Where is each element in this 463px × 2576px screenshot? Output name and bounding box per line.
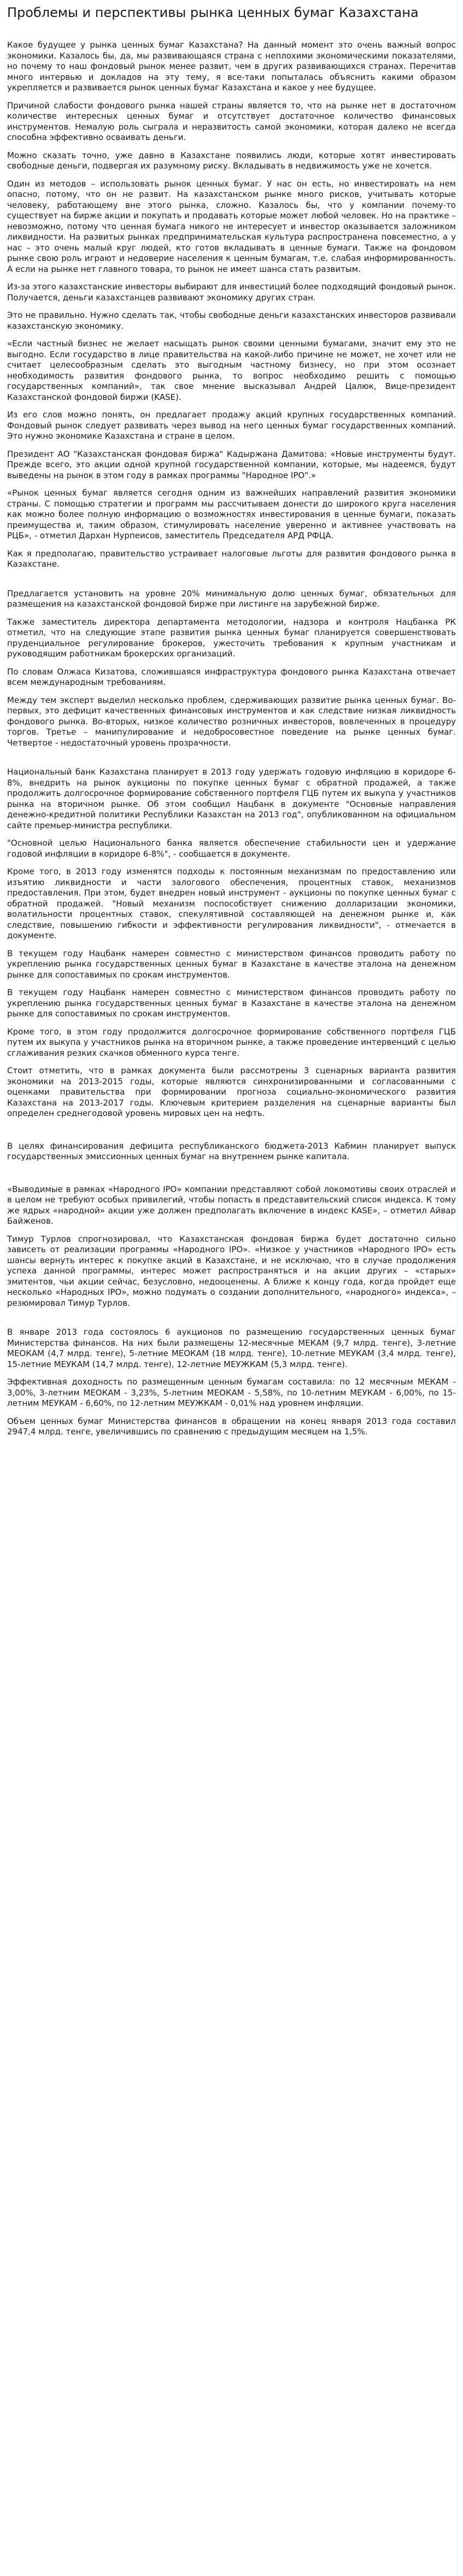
article-paragraph: Предлагается установить на уровне 20% минимальную долю ценных бумаг, обязательных для размещения на казахстанской фондовой бирже при листинге на зарубежной бирже. — [7, 588, 456, 609]
article-paragraph: «Рынок ценных бумаг является сегодня одним из важнейших направлений развития экономики страны. С помощью стратегии и программ мы рассчитываем донести до широкого круга населения как можно более полную информацию о возможностях инвестирования в ценные бумаги, показать преимущества и, таким образом, стимулировать население уверенно и активнее участвовать на РЦБ», - отметил Дархан Нурпеисов, заместитель Председателя АРД РФЦА. — [7, 488, 456, 541]
article-paragraph: "Основной целью Национального банка является обеспечение стабильности цен и удержание годовой инфляции в коридоре 6-8%", - сообщается в документе. — [7, 838, 456, 859]
article-paragraph: Кроме того, в 2013 году изменятся подходы к постоянным механизмам по предоставлению или изъятию ликвидности и части залогового обеспечения, процентных ставок, механизмов предоставления. При этом, будет внедрен новый инструмент - аукционы по покупке ценных бумаг с обратной продажей. "Новый механизм поспособствует снижению долларизации экономики, волатильности процентных ставок, спекулятивной составляющей на денежном рынке и, как следствие, повышению гибкости и эффективности регулирования ликвидности", - отмечается в документе. — [7, 867, 456, 941]
article-paragraph: «Выводимые в рамках «Народного IPO» компании представляют собой локомотивы своих отраслей и в целом не требуют особых привилегий, чтобы попасть в представительский список индекса. К тому же ядрых «народной» акции уже должен предполагать включение в индекс KASE», – отметил Айвар Байженов. — [7, 1184, 456, 1226]
article-paragraph: Между тем эксперт выделил несколько проблем, сдерживающих развитие рынка ценных бумаг. Во-первых, это дефицит качественных финансовых инструментов и как следствие низкая ликвидность фондового рынка. Во-вторых, низкое количество розничных инвесторов, вовлеченных в процедуру торгов. Третье – манипулирование и недобросовестное поведение на рынке ценных бумаг. Четвертое - недостаточный уровень прозрачности. — [7, 695, 456, 748]
article-paragraph: В целях финансирования дефицита республиканского бюджета-2013 Кабмин планирует выпуск государственных эмиссионных ценных бумаг на внутреннем рынке капитала. — [7, 1141, 456, 1162]
article-paragraph: «Если частный бизнес не желает насыщать рынок своими ценными бумагами, значит ему это не выгодно. Если государство в лице правительства на какой-либо причине не может, не хочет или не считает целесообразным сделать это выгодным частному бизнесу, но при этом осознает необходимость развития фондового рынка, то вопрос необходимо решить с помощью государственных компаний», так свое мнение высказывал Андрей Цалюк, Вице-президент Казахстанской фондовой биржи (KASE). — [7, 339, 456, 402]
article-paragraph: Это не правильно. Нужно сделать так, чтобы свободные деньги казахстанских инвесторов развивали казахстанскую экономику. — [7, 310, 456, 331]
article-paragraph: Тимур Турлов спрогнозировал, что Казахстанская фондовая биржа будет достаточно сильно зависеть от реализации программы «Народного IPO». «Низкое у участников «Народного IPO» есть шансы вернуть интерес к покупке акций в Казахстане, и не исключаю, что в случае продолжения успеха данной программы, интерес может распространяться и на акции других – «старых» эмитентов, чьи акции сейчас, безусловно, недооценены. А ближе к концу года, когда пройдет еще несколько «Народных IPO», можно подумать о создании дополнительного, «народного» индекса», – резюмировал Тимур Турлов. — [7, 1234, 456, 1308]
article-paragraph: В январе 2013 года состоялось 6 аукционов по размещению государственных ценных бумаг Министерства финансов. На них были размещены 12-месячные МЕКАМ (9,7 млрд. тенге), 3-летние МЕОКАМ (4,7 млрд. тенге), 5-летние МЕОКАМ (18 млрд. тенге), 10-летние МЕУКАМ (3,4 млрд. тенге), 15-летние МЕУКАМ (14,7 млрд. тенге), 12-летние МЕУЖКАМ (5,3 млрд. тенге). — [7, 1327, 456, 1369]
article-paragraph: Как я предполагаю, правительство устраивает налоговые льготы для развития фондового рынка в Казахстане. — [7, 548, 456, 569]
article-paragraph: По словам Олжаса Кизатова, сложившаяся инфраструктура фондового рынка Казахстана отвечает всем международным требованиям. — [7, 666, 456, 688]
article-paragraph: Один из методов – использовать рынок ценных бумаг. У нас он есть, но инвестировать на нем опасно, потому, что он не развит. На казахстанском рынке много рисков, учитывать которые человеку, работающему вне этого рынка, сложно. Казалось бы, что у компании почему-то существует на бирже акции и покупать и продавать которые может любой человек. Но на практике – невозможно, потому что ценная бумага никого не интересует и инвестор оказывается заложником ликвидности. На развитых рынках предпринимательская культура распространена повсеместно, а у нас – это очень малый круг людей, кто готов вкладывать в ценные бумаги. Также на фондовом рынке свою роль играют и недоверие населения к ценным бумагам, т.е. слабая информированность. А если на рынке нет главного товара, то рынок не имеет шанса стать развитым. — [7, 178, 456, 274]
article-paragraph: В текущем году Нацбанк намерен совместно с министерством финансов проводить работу по укреплению рынка государственных ценных бумаг в Казахстане в качестве эталона на денежном рынке для сопоставимых по срокам инструментов. — [7, 987, 456, 1019]
article-paragraph: Кроме того, в этом году продолжится долгосрочное формирование собственного портфеля ГЦБ путем их выкупа у участников рынка на вторичном рынке, а также проведение интервенций с целью сглаживания резких скачков обменного курса тенге. — [7, 1026, 456, 1058]
article-body — [7, 40, 456, 1438]
article-paragraph: Также заместитель директора департамента методологии, надзора и контроля Нацбанка РК отметил, что на следующие этапе развития рынка ценных бумаг планируется совершенствовать пруденциальное регулирование брокеров, ужесточить требования к крупным участникам и руководящим работникам брокерских организаций. — [7, 617, 456, 659]
article-paragraph: Стоит отметить, что в рамках документа были рассмотрены 3 сценарных варианта развития экономики на 2013-2015 годы, которые являются синхронизированными и согласованными с оценками правительства при формировании прогноза социально-экономического развития Казахстана на 2013-2017 годы. Ключевым критерием разделения на сценарные варианты был определен среднегодовой уровень мировых цен на нефть. — [7, 1066, 456, 1119]
article-paragraph: Какое будущее у рынка ценных бумаг Казахстана? На данный момент это очень важный вопрос экономики. Казалось бы, да, мы развивающаяся страна с неплохими экономическими показателями, но почему то наш фондовый рынок менее развит, чем в других развивающихся странах. Перечитав много интервью и докладов на эту тему, я все-таки попыталась объяснить какими образом укрепляется и развивается рынок ценных бумаг Казахстана и какое у нее будущее. — [7, 40, 456, 93]
article-paragraph: Из его слов можно понять, он предлагает продажу акций крупных государственных компаний. Фондовый рынок следует развивать через вывод на него ценных бумаг государственных компаний. Это нужно экономике Казахстана и стране в целом. — [7, 410, 456, 441]
article-paragraph: Президент АО "Казахстанская фондовая биржа" Кадыржана Дамитова: «Новые инструменты будут. Прежде всего, это акции одной крупной государственной компании, которые, мы надеемся, будут выведены на рынок в этом году в рамках программы "Народное IPO".» — [7, 449, 456, 480]
article-paragraph: Можно сказать точно, уже давно в Казахстане появились люди, которые хотят инвестировать свободные деньги, подвергая их разумному риску. Вкладывать в недвижимость уже не хочется. — [7, 150, 456, 171]
article-paragraph: Из-за этого казахстанские инвесторы выбирают для инвестиций более подходящий фондовый рынок. Получается, деньги казахстанцев развивают экономику других стран. — [7, 282, 456, 303]
article-paragraph: В текущем году Нацбанк намерен совместно с министерством финансов проводить работу по укреплению рынка государственных ценных бумаг в Казахстане в качестве эталона на денежном рынке для сопоставимых по срокам инструментов. — [7, 948, 456, 980]
article-title: Проблемы и перспективы рынка ценных бумаг Казахстана — [7, 5, 419, 20]
article-paragraph: Национальный банк Казахстана планирует в 2013 году удержать годовую инфляцию в коридоре 6-8%, внедрить на рынок аукционы по покупке ценных бумаг с обратной продажей, а также продолжить долгосрочное формирование собственного портфеля ГЦБ путем их выкупа у участников рынка на вторичном рынке. Об этом сообщил Нацбанк в документе "Основные направления денежно-кредитной политики Республики Казахстан на 2013 год", опубликованном на официальном сайте премьер-министра республики. — [7, 767, 456, 830]
article-paragraph: Причиной слабости фондового рынка нашей страны является то, что на рынке нет в достаточном количестве интересных ценных бумаг и отсутствует достаточное количество финансовых инструментов. Немалую роль сыграла и неразвитость самой экономики, которая далеко не всегда способна эффективно осваивать деньги. — [7, 100, 456, 143]
article-paragraph: Эффективная доходность по размещенным ценным бумагам составила: по 12 месячным МЕКАМ - 3,00%, 3-летним МЕОКАМ - 3,23%, 5-летним МЕОКАМ - 5,58%, по 10-летним МЕУКАМ - 6,00%, по 15-летним МЕУКАМ - 6,60%, по 12-летним МЕУЖКАМ - 0,01% над уровнем инфляции. — [7, 1377, 456, 1409]
article-paragraph: Объем ценных бумаг Министерства финансов в обращении на конец января 2013 года составил 2947,4 млрд. тенге, увеличившись по сравнению с предыдущим месяцем на 1,5%. — [7, 1416, 456, 1437]
